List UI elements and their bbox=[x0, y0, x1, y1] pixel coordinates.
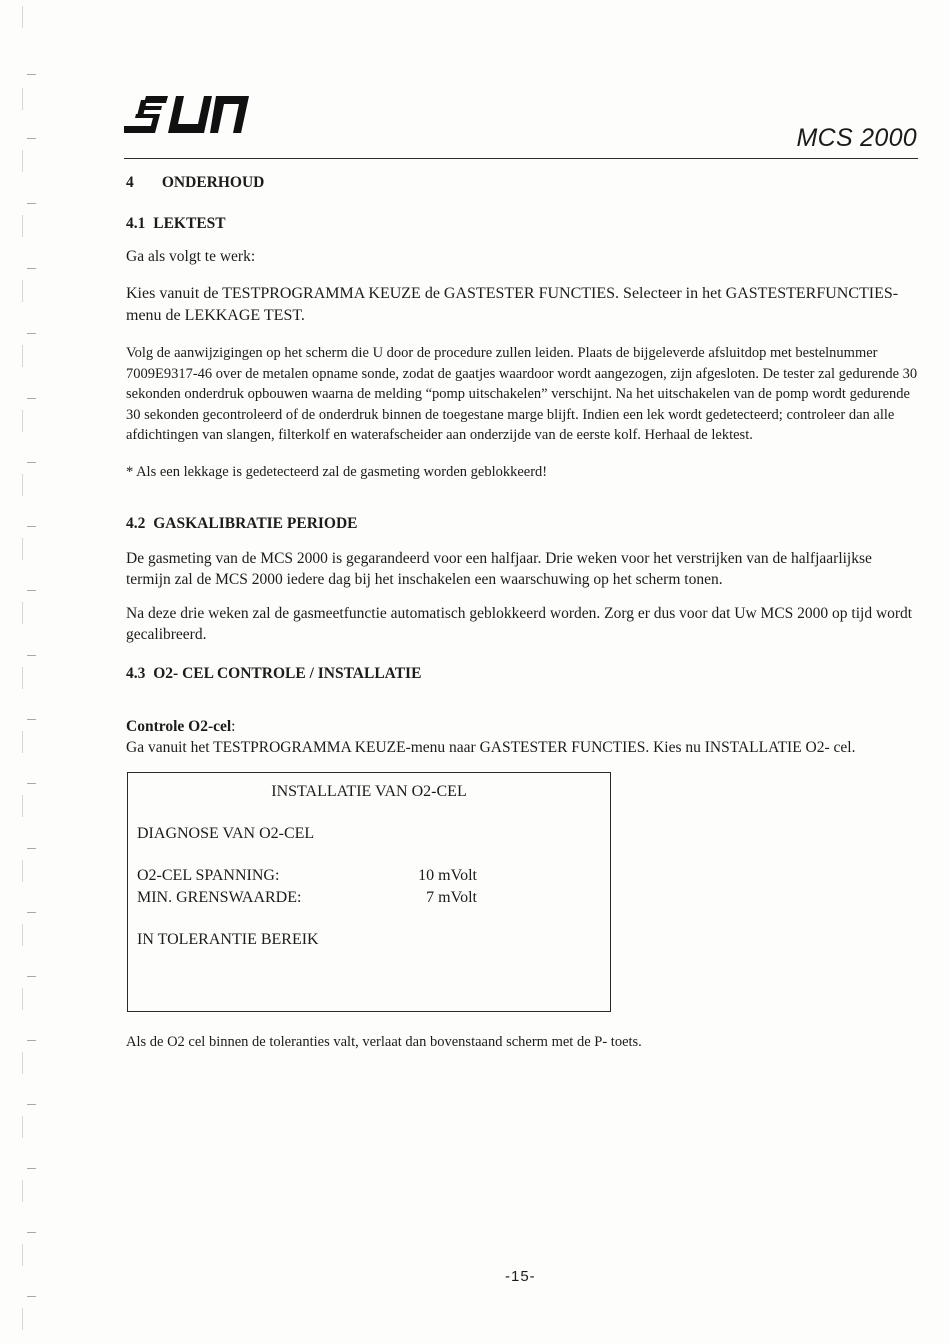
screen-row-value: 7 mVolt bbox=[426, 888, 477, 906]
section-number: 4 bbox=[126, 174, 134, 191]
screen-row-value: 10 mVolt bbox=[418, 866, 477, 884]
control-label-line bbox=[126, 716, 918, 737]
section-number: 4.2 bbox=[126, 514, 146, 532]
section-title: GASKALIBRATIE PERIODE bbox=[153, 514, 358, 532]
sun-logo bbox=[124, 96, 249, 134]
control-instruction: Ga vanuit het TESTPROGRAMMA KEUZE-menu naar GASTESTER FUNCTIES. Kies nu INSTALLATIE O2- cel. bbox=[126, 738, 856, 756]
intro-text: Ga als volgt te werk: bbox=[126, 248, 256, 265]
section-4-2-heading bbox=[126, 513, 918, 534]
screen-row-label: MIN. GRENSWAARDE: bbox=[137, 888, 302, 906]
screen-row-label: O2-CEL SPANNING: bbox=[137, 866, 280, 884]
section-title: O2- CEL CONTROLE / INSTALLATIE bbox=[153, 664, 422, 682]
page-content bbox=[126, 172, 918, 1053]
section-title: ONDERHOUD bbox=[161, 174, 265, 191]
screen-row-minimum bbox=[137, 887, 601, 909]
calibration-paragraph-1: De gasmeting van de MCS 2000 is gegarandeerd voor een halfjaar. Drie weken voor het verstrijken van de halfjaarlijkse termijn zal de MCS 2000 iedere dag bij het inschakelen een waarschuwing op het scherm tonen. bbox=[126, 549, 872, 588]
screen-status: IN TOLERANTIE BEREIK bbox=[137, 930, 319, 948]
section-4-1-heading bbox=[126, 213, 918, 234]
after-screen-text: Als de O2 cel binnen de toleranties valt, verlaat dan bovenstaand scherm met de P- toets. bbox=[126, 1033, 642, 1050]
page-number: -15- bbox=[505, 1268, 536, 1285]
control-label-colon: : bbox=[231, 717, 236, 735]
section-title: LEKTEST bbox=[153, 215, 226, 232]
select-instruction: Kies vanuit de TESTPROGRAMMA KEUZE de GASTESTER FUNCTIES. Selecteer in het GASTESTERFUNCTIES-menu de LEKKAGE TEST. bbox=[126, 285, 899, 324]
section-number: 4.3 bbox=[126, 664, 146, 682]
section-4-heading bbox=[126, 172, 918, 193]
document-title: MCS 2000 bbox=[796, 124, 917, 152]
header-rule bbox=[124, 158, 918, 159]
screen-diagnose-line: DIAGNOSE VAN O2-CEL bbox=[137, 824, 315, 842]
section-4-3-heading bbox=[126, 663, 918, 684]
procedure-text: Volg de aanwijzigingen op het scherm die U door de procedure zullen leiden. Plaats de bijgeleverde afsluitdop met bestelnummer 7009E9317-46 over de metalen opname sonde, zodat de gaatjes waardoor wordt aangezogen, zijn afgesloten. De tester zal gedurende 30 sekonden onderdruk opbouwen waarna de melding “pomp uitschakelen” verschijnt. Na het uitschakelen van de pomp wordt gedurende 30 sekonden gecontroleerd of de onderdruk binnen de toegestane marge blijft. Indien een lek wordt gedetecteerd; controleer dan alle afdichtingen van slangen, filterkolf en waterafscheider aan onderzijde van de eerste kolf. Herhaal de lektest. bbox=[126, 345, 918, 444]
screen-row-voltage bbox=[137, 865, 601, 887]
binder-margin bbox=[0, 0, 40, 1344]
section-number: 4.1 bbox=[126, 215, 146, 232]
o2-installation-screen bbox=[127, 772, 611, 1012]
leak-note: * Als een lekkage is gedetecteerd zal de gasmeting worden geblokkeerd! bbox=[126, 463, 548, 480]
screen-title: INSTALLATIE VAN O2-CEL bbox=[271, 782, 467, 800]
control-label: Controle O2-cel bbox=[126, 717, 232, 735]
calibration-paragraph-2: Na deze drie weken zal de gasmeetfunctie automatisch geblokkeerd worden. Zorg er dus voor dat Uw MCS 2000 op tijd wordt gecalibreerd. bbox=[126, 604, 913, 643]
